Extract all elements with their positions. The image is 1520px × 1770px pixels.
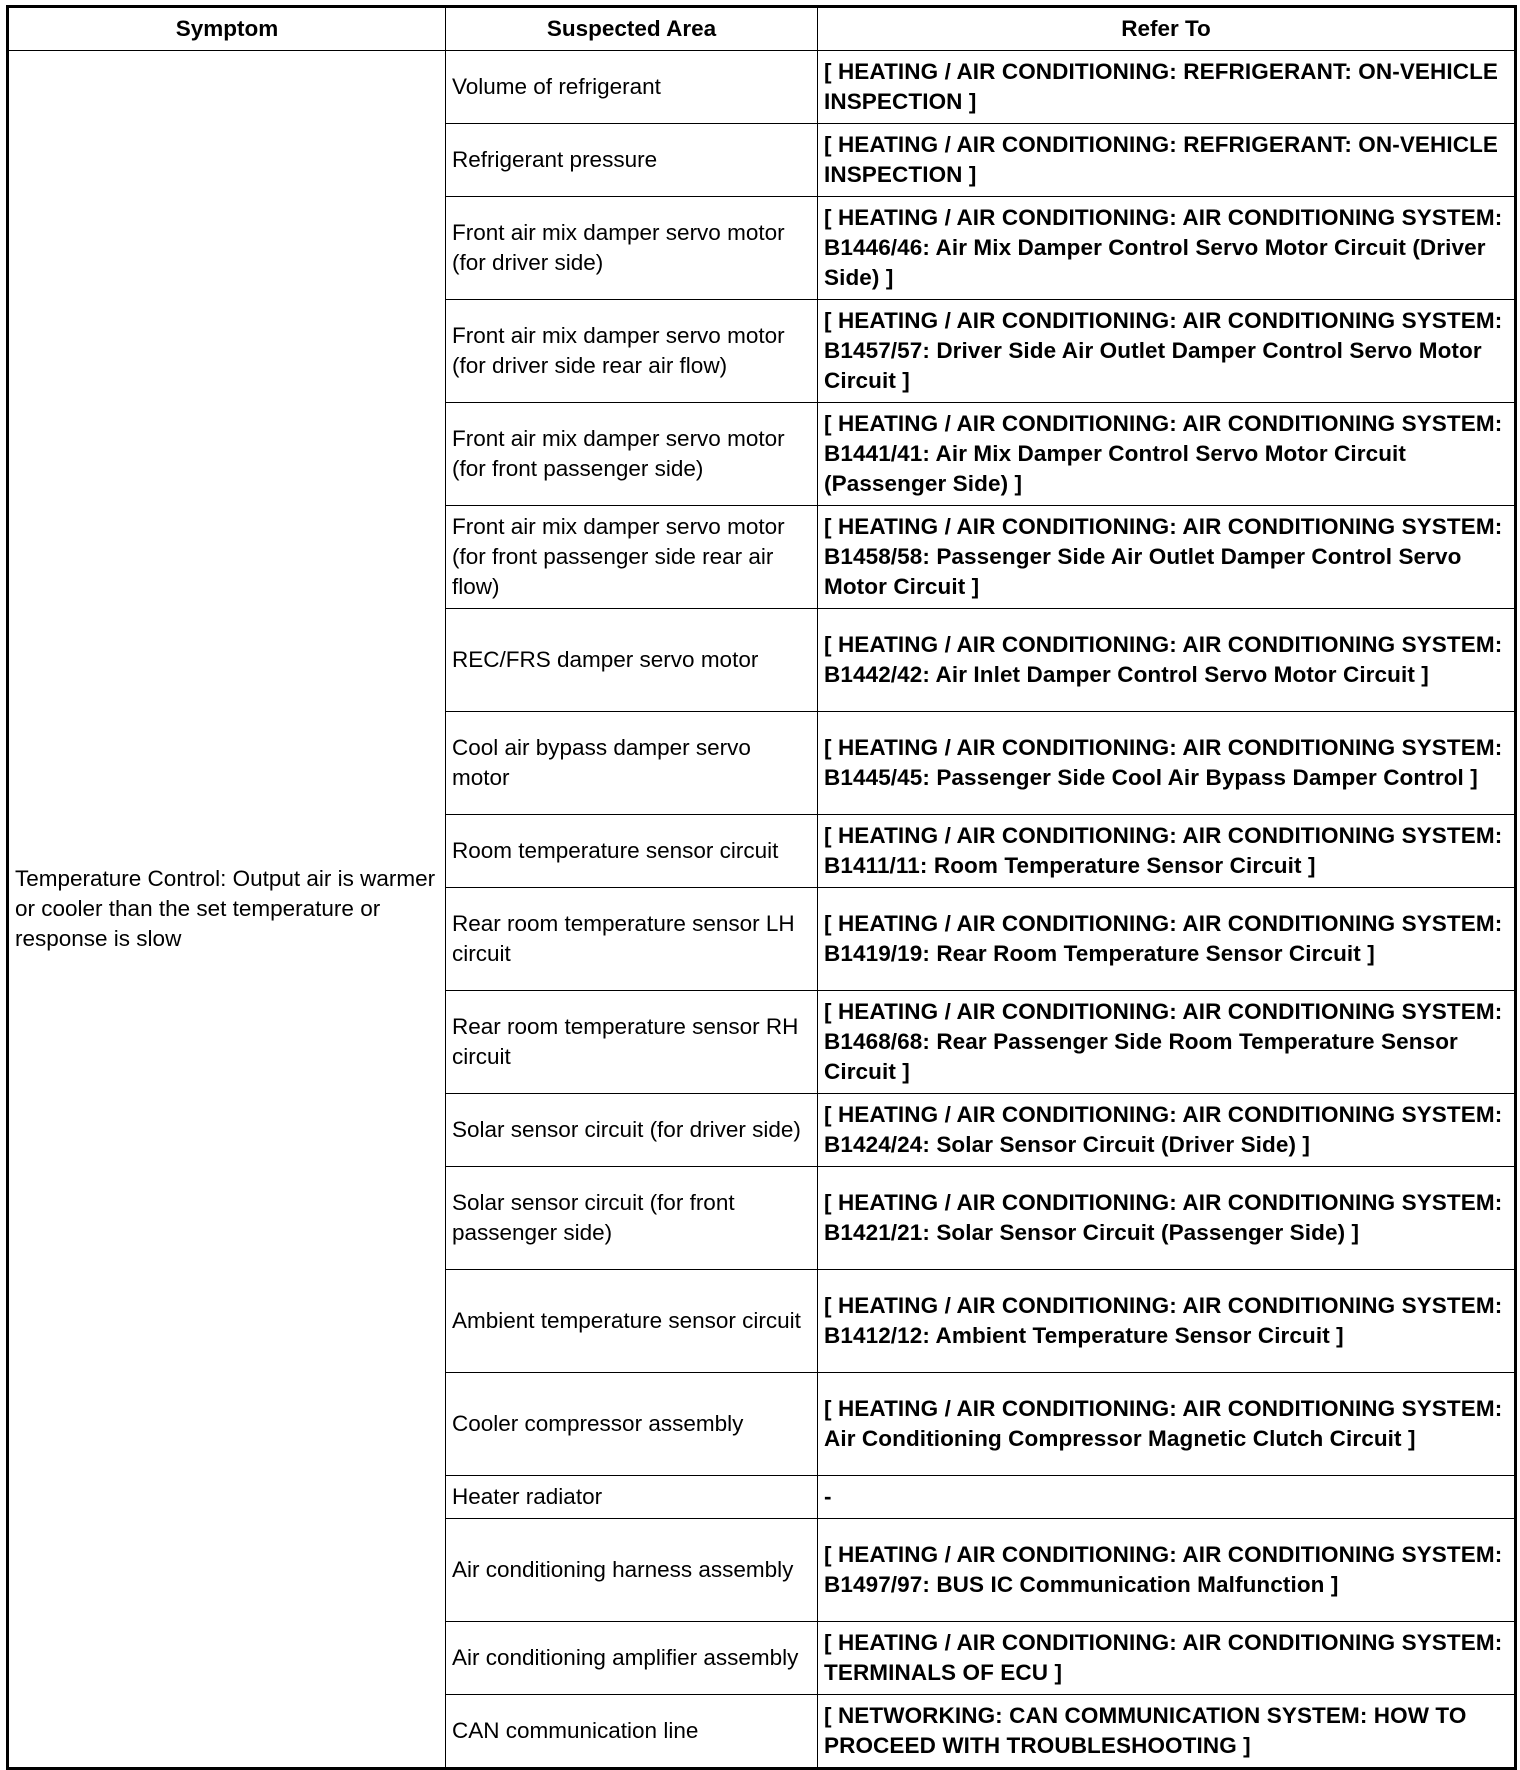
table-row xyxy=(8,51,1516,124)
refer-to-link[interactable]: [ HEATING / AIR CONDITIONING: AIR CONDITIONING SYSTEM: B1445/45: Passenger Side Cool Air Bypass Damper Control ] xyxy=(818,712,1516,815)
refer-to-link[interactable]: [ HEATING / AIR CONDITIONING: AIR CONDITIONING SYSTEM: B1468/68: Rear Passenger Side Room Temperature Sensor Circuit ] xyxy=(818,991,1516,1094)
suspected-area-cell: Solar sensor circuit (for front passenger side) xyxy=(446,1167,818,1270)
suspected-area-cell: Rear room temperature sensor LH circuit xyxy=(446,888,818,991)
refer-to-link[interactable]: [ NETWORKING: CAN COMMUNICATION SYSTEM: HOW TO PROCEED WITH TROUBLESHOOTING ] xyxy=(818,1695,1516,1769)
suspected-area-cell: Front air mix damper servo motor (for driver side rear air flow) xyxy=(446,300,818,403)
header-row xyxy=(8,7,1516,51)
refer-to-link: - xyxy=(818,1476,1516,1519)
refer-to-link[interactable]: [ HEATING / AIR CONDITIONING: AIR CONDITIONING SYSTEM: B1419/19: Rear Room Temperature Sensor Circuit ] xyxy=(818,888,1516,991)
header-refer-to: Refer To xyxy=(818,7,1516,51)
refer-to-link[interactable]: [ HEATING / AIR CONDITIONING: AIR CONDITIONING SYSTEM: B1458/58: Passenger Side Air Outlet Damper Control Servo Motor Circuit ] xyxy=(818,506,1516,609)
suspected-area-cell: Ambient temperature sensor circuit xyxy=(446,1270,818,1373)
suspected-area-cell: Solar sensor circuit (for driver side) xyxy=(446,1094,818,1167)
suspected-area-cell: Heater radiator xyxy=(446,1476,818,1519)
refer-to-link[interactable]: [ HEATING / AIR CONDITIONING: AIR CONDITIONING SYSTEM: TERMINALS OF ECU ] xyxy=(818,1622,1516,1695)
refer-to-link[interactable]: [ HEATING / AIR CONDITIONING: AIR CONDITIONING SYSTEM: B1421/21: Solar Sensor Circuit (Passenger Side) ] xyxy=(818,1167,1516,1270)
refer-to-link[interactable]: [ HEATING / AIR CONDITIONING: AIR CONDITIONING SYSTEM: Air Conditioning Compressor Magnetic Clutch Circuit ] xyxy=(818,1373,1516,1476)
header-suspected-area: Suspected Area xyxy=(446,7,818,51)
page xyxy=(6,5,1514,1770)
refer-to-link[interactable]: [ HEATING / AIR CONDITIONING: AIR CONDITIONING SYSTEM: B1424/24: Solar Sensor Circuit (Driver Side) ] xyxy=(818,1094,1516,1167)
suspected-area-cell: Rear room temperature sensor RH circuit xyxy=(446,991,818,1094)
refer-to-link[interactable]: [ HEATING / AIR CONDITIONING: AIR CONDITIONING SYSTEM: B1441/41: Air Mix Damper Control Servo Motor Circuit (Passenger Side) ] xyxy=(818,403,1516,506)
suspected-area-cell: Air conditioning harness assembly xyxy=(446,1519,818,1622)
refer-to-link[interactable]: [ HEATING / AIR CONDITIONING: AIR CONDITIONING SYSTEM: B1411/11: Room Temperature Sensor Circuit ] xyxy=(818,815,1516,888)
suspected-area-cell: Room temperature sensor circuit xyxy=(446,815,818,888)
refer-to-link[interactable]: [ HEATING / AIR CONDITIONING: AIR CONDITIONING SYSTEM: B1442/42: Air Inlet Damper Control Servo Motor Circuit ] xyxy=(818,609,1516,712)
troubleshooting-table xyxy=(6,5,1517,1770)
suspected-area-cell: Cool air bypass damper servo motor xyxy=(446,712,818,815)
refer-to-link[interactable]: [ HEATING / AIR CONDITIONING: AIR CONDITIONING SYSTEM: B1412/12: Ambient Temperature Sensor Circuit ] xyxy=(818,1270,1516,1373)
header-symptom: Symptom xyxy=(8,7,446,51)
suspected-area-cell: CAN communication line xyxy=(446,1695,818,1769)
suspected-area-cell: Refrigerant pressure xyxy=(446,124,818,197)
suspected-area-cell: Front air mix damper servo motor (for driver side) xyxy=(446,197,818,300)
suspected-area-cell: Air conditioning amplifier assembly xyxy=(446,1622,818,1695)
refer-to-link[interactable]: [ HEATING / AIR CONDITIONING: REFRIGERANT: ON-VEHICLE INSPECTION ] xyxy=(818,51,1516,124)
suspected-area-cell: Volume of refrigerant xyxy=(446,51,818,124)
refer-to-link[interactable]: [ HEATING / AIR CONDITIONING: AIR CONDITIONING SYSTEM: B1497/97: BUS IC Communication Malfunction ] xyxy=(818,1519,1516,1622)
suspected-area-cell: Cooler compressor assembly xyxy=(446,1373,818,1476)
suspected-area-cell: Front air mix damper servo motor (for front passenger side rear air flow) xyxy=(446,506,818,609)
refer-to-link[interactable]: [ HEATING / AIR CONDITIONING: AIR CONDITIONING SYSTEM: B1446/46: Air Mix Damper Control Servo Motor Circuit (Driver Side) ] xyxy=(818,197,1516,300)
symptom-cell: Temperature Control: Output air is warmer or cooler than the set temperature or response is slow xyxy=(8,51,446,1769)
refer-to-link[interactable]: [ HEATING / AIR CONDITIONING: REFRIGERANT: ON-VEHICLE INSPECTION ] xyxy=(818,124,1516,197)
suspected-area-cell: Front air mix damper servo motor (for front passenger side) xyxy=(446,403,818,506)
suspected-area-cell: REC/FRS damper servo motor xyxy=(446,609,818,712)
refer-to-link[interactable]: [ HEATING / AIR CONDITIONING: AIR CONDITIONING SYSTEM: B1457/57: Driver Side Air Outlet Damper Control Servo Motor Circuit ] xyxy=(818,300,1516,403)
